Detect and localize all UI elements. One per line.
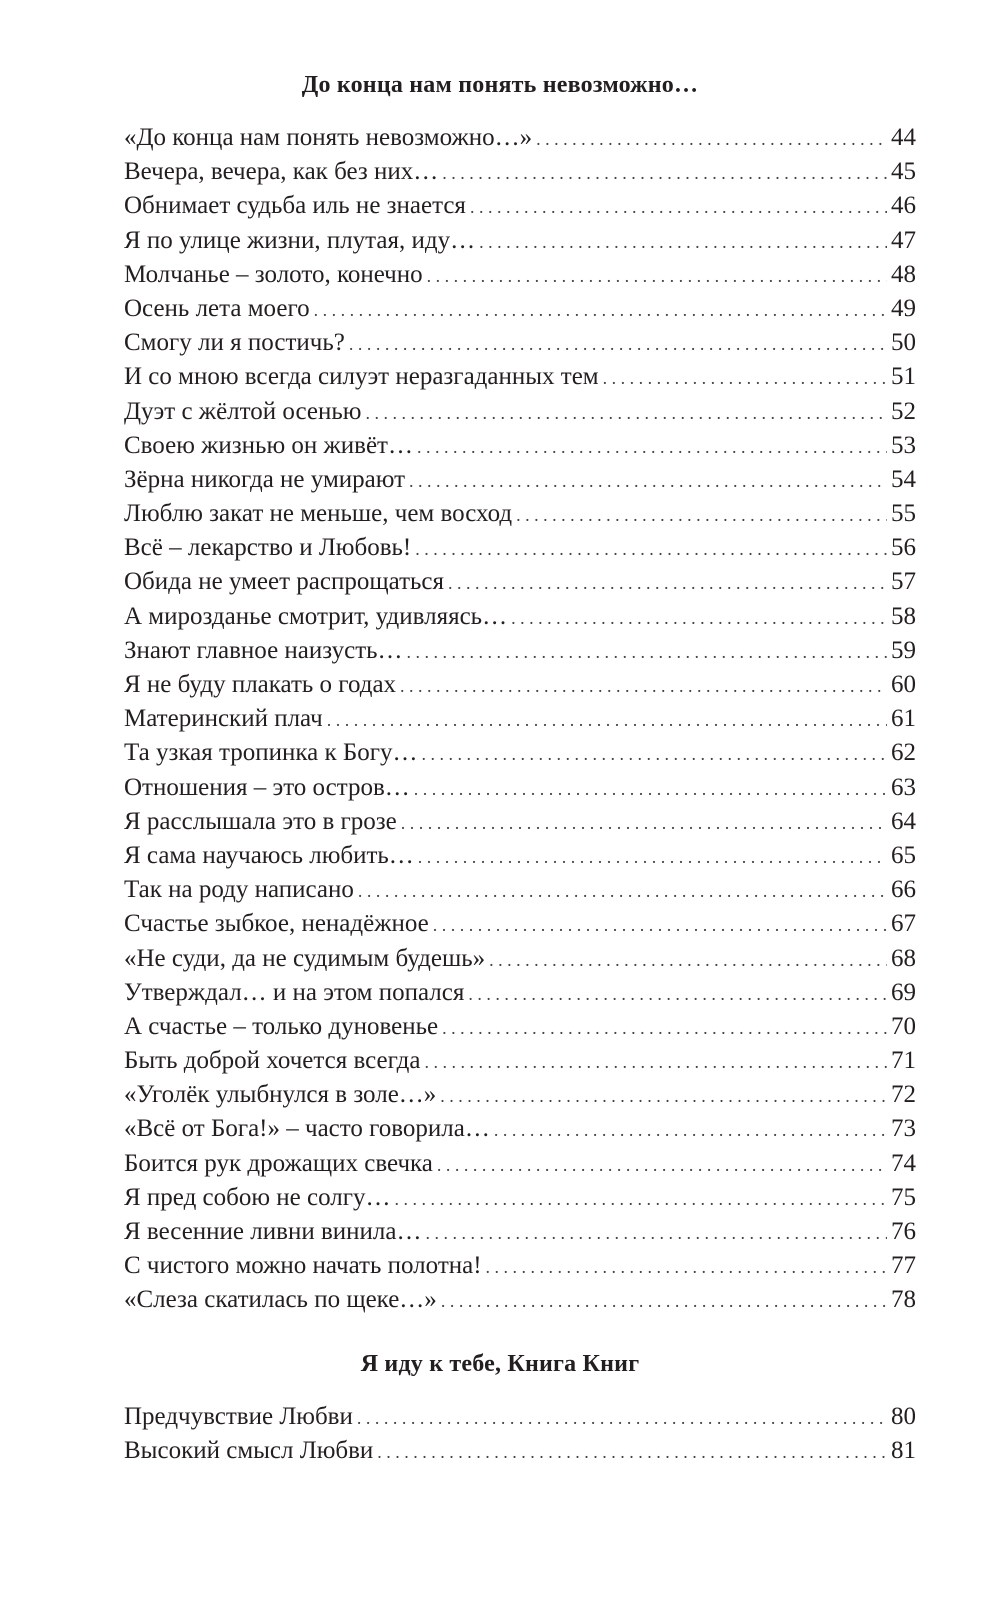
toc-entry-title: Я по улице жизни, плутая, иду… xyxy=(124,226,476,254)
toc-entry-title: Знают главное наизусть… xyxy=(124,636,403,664)
toc-entry xyxy=(124,736,916,770)
toc-entry-title: «Не суди, да не судимым будешь» xyxy=(124,944,486,972)
toc-entry-title: Быть доброй хочется всегда xyxy=(124,1047,421,1075)
toc-entry xyxy=(124,839,916,873)
dot-leader xyxy=(400,669,887,703)
toc-entry-page-number: 72 xyxy=(891,1081,916,1109)
toc-entry-page-number: 58 xyxy=(891,602,916,630)
toc-entry xyxy=(124,155,916,189)
toc-entry-page-number: 50 xyxy=(891,329,916,357)
toc-entry-title: А счастье – только дуновенье xyxy=(124,1012,439,1040)
toc-entry-page-number: 73 xyxy=(891,1115,916,1143)
toc-entry-title: Предчувствие Любви xyxy=(124,1403,353,1430)
toc-entry-page-number: 62 xyxy=(891,739,916,767)
dot-leader xyxy=(427,259,887,293)
toc-entry-title: И со мною всегда силуэт неразгаданных тем xyxy=(124,363,599,391)
toc-entry xyxy=(124,1400,916,1434)
dot-leader xyxy=(442,1011,887,1045)
toc-entry xyxy=(124,1249,916,1283)
dot-leader xyxy=(603,361,887,395)
toc-entry xyxy=(124,189,916,223)
dot-leader xyxy=(357,1401,887,1435)
toc-entry xyxy=(124,565,916,599)
toc-entry-title: Я не буду плакать о годах xyxy=(124,671,397,698)
dot-leader xyxy=(470,190,887,224)
toc-entry xyxy=(124,121,916,155)
toc-entry-page-number: 71 xyxy=(891,1047,916,1075)
toc-entry xyxy=(124,1147,916,1181)
section-title: До конца нам понять невозможно… xyxy=(301,72,699,98)
toc-entry xyxy=(124,600,916,634)
toc-entry xyxy=(124,942,916,976)
toc-entry-page-number: 44 xyxy=(891,124,916,151)
toc-entry-title: Я весенние ливни винила… xyxy=(124,1218,422,1245)
toc-entry xyxy=(124,258,916,292)
toc-entry xyxy=(124,771,916,805)
toc-entry-title: Я расслышала это в грозе xyxy=(124,807,397,835)
dot-leader xyxy=(441,1284,887,1318)
toc-entry-title: А мирозданье смотрит, удивляясь… xyxy=(124,602,508,630)
toc-entry-page-number: 61 xyxy=(891,705,916,733)
toc-entry-title: Всё – лекарство и Любовь! xyxy=(124,534,412,562)
toc-entry-page-number: 57 xyxy=(891,568,916,596)
toc-entry xyxy=(124,224,916,258)
dot-leader xyxy=(468,977,887,1011)
toc-entry-page-number: 56 xyxy=(891,534,916,562)
toc-entry xyxy=(124,1010,916,1044)
toc-entry-title: Я пред собою не солгу… xyxy=(124,1183,391,1211)
dot-leader xyxy=(349,327,887,361)
dot-leader xyxy=(442,156,887,190)
toc-entry-page-number: 52 xyxy=(891,397,916,425)
toc-entry-page-number: 75 xyxy=(891,1183,916,1211)
toc-entry-page-number: 54 xyxy=(891,465,916,493)
toc-entry xyxy=(124,429,916,463)
toc-entry-title: Зёрна никогда не умирают xyxy=(124,465,406,493)
dot-leader xyxy=(327,703,887,737)
dot-leader xyxy=(401,806,887,840)
toc-entry xyxy=(124,668,916,702)
dot-leader xyxy=(494,1113,887,1147)
toc-entry-title: Счастье зыбкое, ненадёжное xyxy=(124,910,429,938)
toc-entry-page-number: 59 xyxy=(891,636,916,664)
toc-entry-title: Материнский плач xyxy=(124,705,323,733)
toc-entry-page-number: 78 xyxy=(891,1286,916,1314)
toc-entry-title: Своею жизнью он живёт… xyxy=(124,431,413,459)
toc-entry xyxy=(124,326,916,360)
dot-leader xyxy=(448,566,887,600)
toc-entry-page-number: 70 xyxy=(891,1012,916,1040)
toc-entry xyxy=(124,1215,916,1249)
dot-leader xyxy=(415,532,887,566)
toc-entry-page-number: 77 xyxy=(891,1252,916,1280)
toc-entry xyxy=(124,360,916,394)
toc-list xyxy=(124,121,916,1318)
toc-entry-page-number: 63 xyxy=(891,773,916,801)
toc-entry-page-number: 45 xyxy=(891,158,916,186)
toc-entry xyxy=(124,873,916,907)
dot-leader xyxy=(414,772,887,806)
dot-leader xyxy=(440,1079,887,1113)
toc-entry xyxy=(124,1044,916,1078)
dot-leader xyxy=(358,874,887,908)
dot-leader xyxy=(437,1148,887,1182)
toc-entry-title: Та узкая тропинка к Богу… xyxy=(124,739,418,767)
toc-entry-title: Я сама научаюсь любить… xyxy=(124,841,414,869)
toc-entry xyxy=(124,531,916,565)
dot-leader xyxy=(536,122,887,156)
toc-entry xyxy=(124,1078,916,1112)
dot-leader xyxy=(479,225,887,259)
dot-leader xyxy=(409,464,887,498)
toc-entry-page-number: 46 xyxy=(891,192,916,220)
toc-entry-title: Отношения – это остров… xyxy=(124,773,410,801)
toc-entry-page-number: 65 xyxy=(891,841,916,869)
toc-entry-page-number: 60 xyxy=(891,671,916,698)
dot-leader xyxy=(407,635,887,669)
toc-entry-title: Боится рук дрожащих свечка xyxy=(124,1149,433,1177)
toc-entry-title: «До конца нам понять невозможно…» xyxy=(124,124,533,151)
dot-leader xyxy=(516,498,887,532)
toc-entry-page-number: 80 xyxy=(891,1403,916,1430)
toc-list xyxy=(124,1400,916,1468)
toc-entry-page-number: 48 xyxy=(891,260,916,288)
dot-leader xyxy=(377,1435,887,1469)
dot-leader xyxy=(486,1250,887,1284)
toc-entry xyxy=(124,907,916,941)
toc-entry-title: Люблю закат не меньше, чем восход xyxy=(124,500,513,528)
dot-leader xyxy=(418,840,887,874)
toc-entry-page-number: 74 xyxy=(891,1149,916,1177)
toc-entry-page-number: 53 xyxy=(891,431,916,459)
toc-entry-title: «Всё от Бога!» – часто говорила… xyxy=(124,1115,490,1143)
toc-entry xyxy=(124,395,916,429)
toc-entry xyxy=(124,292,916,326)
toc-entry xyxy=(124,1112,916,1146)
toc-entry-page-number: 47 xyxy=(891,226,916,254)
toc-entry-page-number: 55 xyxy=(891,500,916,528)
toc-entry xyxy=(124,702,916,736)
toc-entry-title: Так на роду написано xyxy=(124,876,354,904)
toc-entry xyxy=(124,805,916,839)
toc-entry-page-number: 51 xyxy=(891,363,916,391)
toc-entry xyxy=(124,463,916,497)
dot-leader xyxy=(421,737,887,771)
toc-entry xyxy=(124,497,916,531)
dot-leader xyxy=(425,1216,887,1250)
toc-entry-title: «Уголёк улыбнулся в золе…» xyxy=(124,1081,437,1109)
toc-entry-page-number: 67 xyxy=(891,910,916,938)
toc-entry-page-number: 81 xyxy=(891,1437,916,1465)
dot-leader xyxy=(489,943,887,977)
toc-entry-page-number: 49 xyxy=(891,294,916,322)
toc-entry-page-number: 68 xyxy=(891,944,916,972)
toc-entry xyxy=(124,1434,916,1468)
toc-entry xyxy=(124,976,916,1010)
toc-entry-title: Молчанье – золото, конечно xyxy=(124,260,423,288)
dot-leader xyxy=(433,908,887,942)
dot-leader xyxy=(417,430,887,464)
toc-entry xyxy=(124,1181,916,1215)
toc-entry-page-number: 66 xyxy=(891,876,916,904)
toc-entry-title: «Слеза скатилась по щеке…» xyxy=(124,1286,437,1314)
toc-entry-title: Высокий смысл Любви xyxy=(124,1437,374,1465)
toc-entry-title: Осень лета моего xyxy=(124,294,310,322)
dot-leader xyxy=(395,1182,887,1216)
toc-entry-title: Обнимает судьба иль не знается xyxy=(124,192,466,220)
toc-entry-page-number: 64 xyxy=(891,807,916,835)
dot-leader xyxy=(365,396,887,430)
toc-entry-page-number: 76 xyxy=(891,1218,916,1245)
toc-entry-title: Утверждал… и на этом попался xyxy=(124,978,465,1006)
toc-entry-title: С чистого можно начать полотна! xyxy=(124,1252,482,1280)
dot-leader xyxy=(511,601,887,635)
toc-entry-title: Дуэт с жёлтой осенью xyxy=(124,397,362,425)
dot-leader xyxy=(424,1045,887,1079)
toc-entry-page-number: 69 xyxy=(891,978,916,1006)
toc-entry xyxy=(124,634,916,668)
dot-leader xyxy=(314,293,887,327)
toc-entry-title: Вечера, вечера, как без них… xyxy=(124,158,439,186)
toc-entry xyxy=(124,1283,916,1317)
section-title: Я иду к тебе, Книга Книг xyxy=(360,1351,640,1377)
toc-entry-title: Обида не умеет распрощаться xyxy=(124,568,444,596)
toc-entry-title: Смогу ли я постичь? xyxy=(124,329,345,357)
